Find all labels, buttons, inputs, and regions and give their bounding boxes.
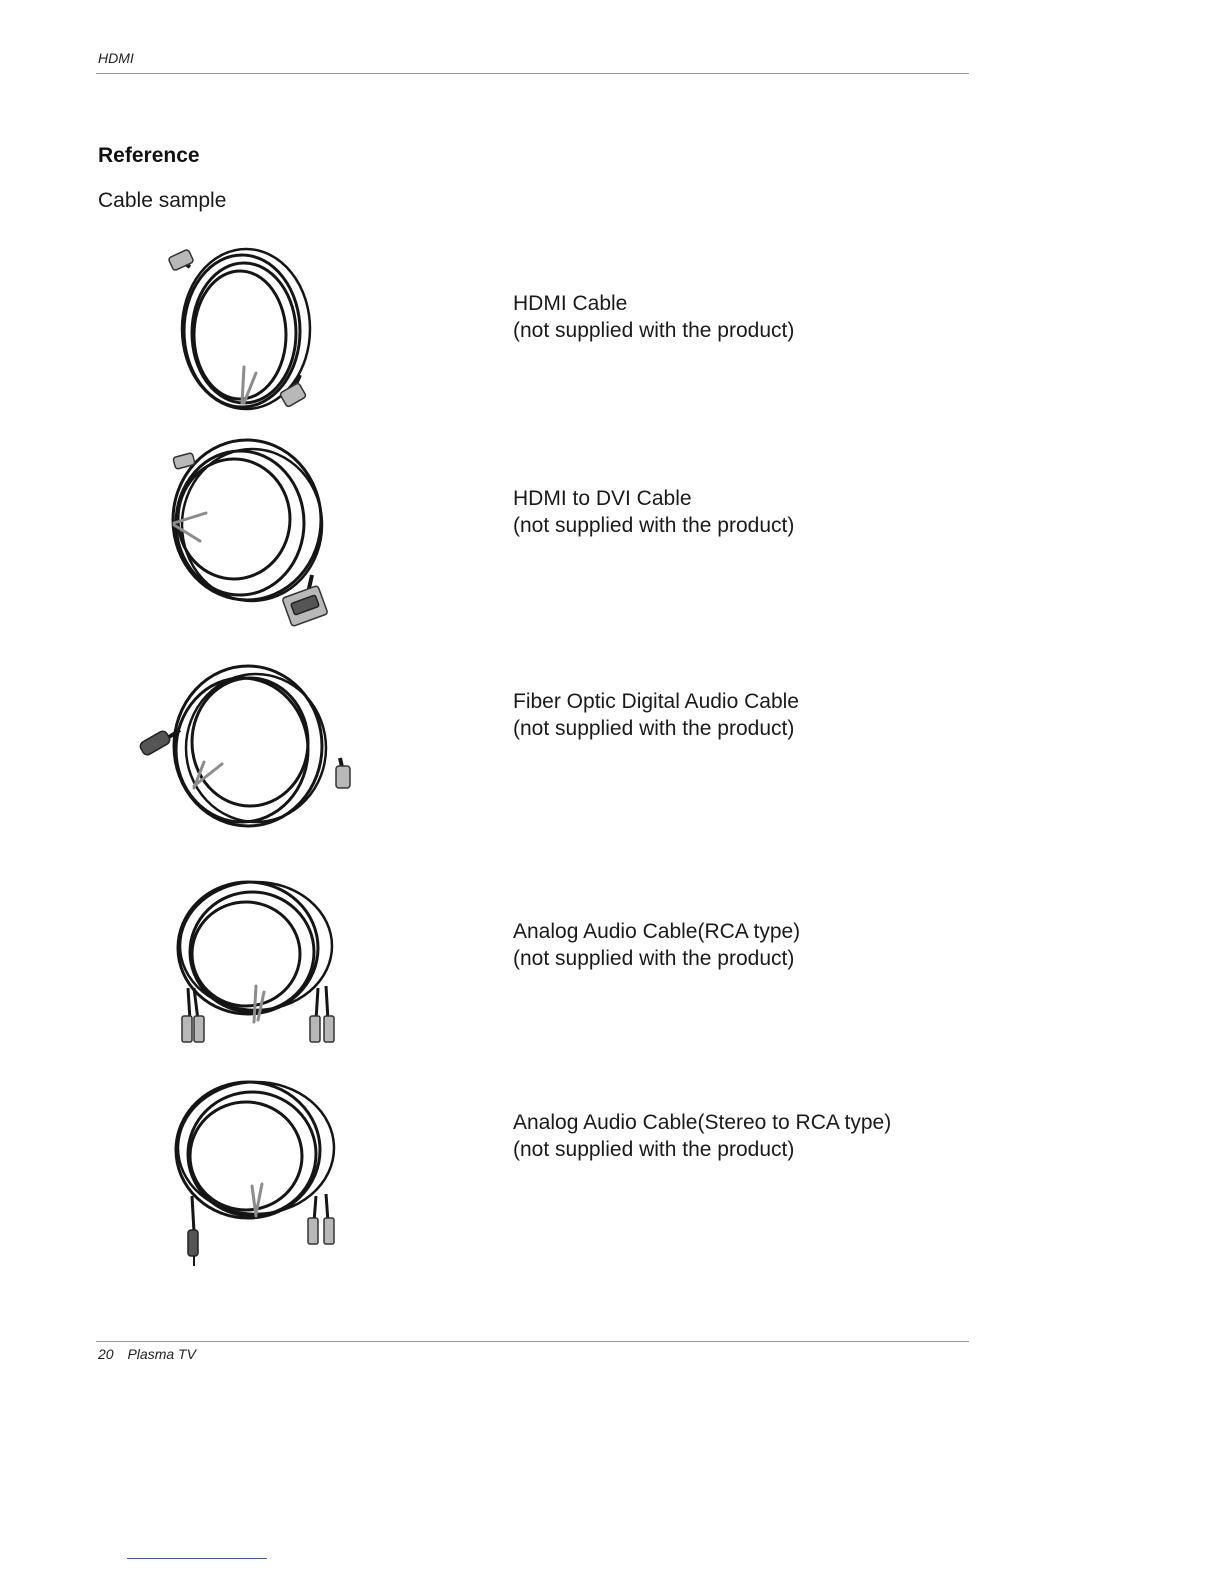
cable-description (513, 918, 800, 972)
cable-description (513, 290, 794, 344)
cable-note: (not supplied with the product) (513, 947, 795, 970)
footer-divider (96, 1341, 969, 1342)
page-footer (98, 1346, 196, 1362)
cable-note: (not supplied with the product) (513, 319, 795, 342)
cable-note: (not supplied with the product) (513, 1138, 795, 1161)
section-title: Reference (98, 144, 200, 167)
cable-description (513, 688, 799, 742)
hdmi-to-dvi-cable-image (162, 435, 337, 635)
cable-name: Analog Audio Cable(RCA type) (513, 920, 801, 943)
bottom-divider-line (127, 1558, 267, 1559)
analog-rca-cable-image (168, 878, 343, 1063)
product-name: Plasma TV (127, 1346, 196, 1362)
header-divider (96, 73, 969, 74)
cable-name: HDMI Cable (513, 292, 628, 315)
cable-description (513, 1109, 891, 1163)
stereo-rca-cable-image (168, 1076, 343, 1271)
cable-name: Analog Audio Cable(Stereo to RCA type) (513, 1111, 892, 1134)
fiber-optic-cable-image (130, 658, 360, 833)
section-subtitle: Cable sample (98, 189, 227, 212)
header-label: HDMI (98, 50, 134, 66)
cable-note: (not supplied with the product) (513, 514, 795, 537)
cable-note: (not supplied with the product) (513, 717, 795, 740)
cable-name: Fiber Optic Digital Audio Cable (513, 690, 799, 713)
page-number: 20 (98, 1346, 114, 1362)
hdmi-cable-image (160, 245, 330, 415)
cable-name: HDMI to DVI Cable (513, 487, 692, 510)
cable-description (513, 485, 794, 539)
